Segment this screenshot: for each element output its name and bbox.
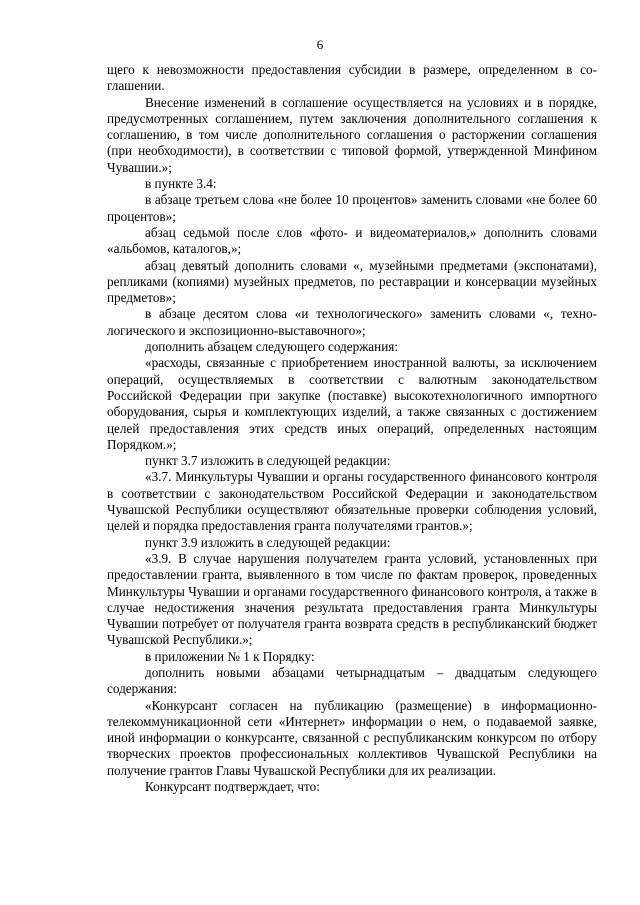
paragraph: щего к невозможности предоставления субсидии в размере, определенном в соглашении. [107,62,597,94]
paragraph: дополнить абзацем следующего содержания: [145,339,399,355]
paragraph: в приложении № 1 к Порядку: [145,648,315,664]
paragraph: Конкурсант подтверждает, что: [145,779,320,795]
document-body [107,62,597,795]
paragraph: «3.9. В случае нарушения получателем гранта условий, установленных при предоставлении гранта, выявленного в том числе по фактам проверок, проведенных Минкультуры Чувашии и органами государственного финансового контроля, а также в случае недостижения значения результата предоставления гранта Минкультуры Чувашии потребует от получателя гранта возврата средств в республиканский бюджет Чувашской Республики.»; [107,550,597,648]
paragraph: в абзаце десятом слова «и технологического» заменить словами «, технологического и экспозиционно-выставочного»; [107,306,597,338]
paragraph: в абзаце третьем слова «не более 10 процентов» заменить словами «не более 60 процентов»; [107,192,597,224]
paragraph: абзац седьмой после слов «фото- и видеоматериалов,» дополнить словами «альбомов, каталогов,»; [107,224,597,257]
paragraph: Внесение изменений в соглашение осуществляется на условиях и в порядке, предусмотренных соглашением, путем заключения дополнительного соглашения к соглашению, в том числе дополнительного соглашения о расторжении соглашения (при необходимости), в соответствии с типовой формой, утвержденной Минфином Чувашии.»; [107,94,597,175]
paragraph: «расходы, связанные с приобретением иностранной валюты, за исключением операций, осуществляемых в соответствии с валютным законодательством Российской Федерации при закупке (поставке) высокотехнологичного импортного оборудования, сырья и комплектующих изделий, а также связанных с достижением целей предоставления этих средств иных операций, определенных настоящим Порядком.»; [107,355,597,452]
paragraph: в пункте 3.4: [145,176,217,192]
paragraph: дополнить новыми абзацами четырнадцатым – двадцатым следующего содержания: [107,664,597,697]
page-number: 6 [316,37,324,52]
paragraph: абзац девятый дополнить словами «, музейными предметами (экспонатами), репликами (копиями) музейных предметов, по реставрации и консервации музейных предметов»; [107,257,597,306]
paragraph: «3.7. Минкультуры Чувашии и органы государственного финансового контроля в соответствии с законодательством Российской Федерации и законодательством Чувашской Республики осуществляют обязательные проверки соблюдения условий, целей и порядка предоставления гранта получателями грантов.»; [107,469,597,534]
paragraph: пункт 3.7 изложить в следующей редакции: [145,453,391,469]
paragraph: пункт 3.9 изложить в следующей редакции: [145,534,391,550]
paragraph: «Конкурсант согласен на публикацию (размещение) в информационно-телекоммуникационной сети «Интернет» информации о нем, о подаваемой заявке, иной информации о конкурсанте, связанной с республиканским конкурсом по отбору творческих проектов профессиональных коллективов Чувашской Республики на получение грантов Главы Чувашской Республики для их реализации. [107,697,597,778]
